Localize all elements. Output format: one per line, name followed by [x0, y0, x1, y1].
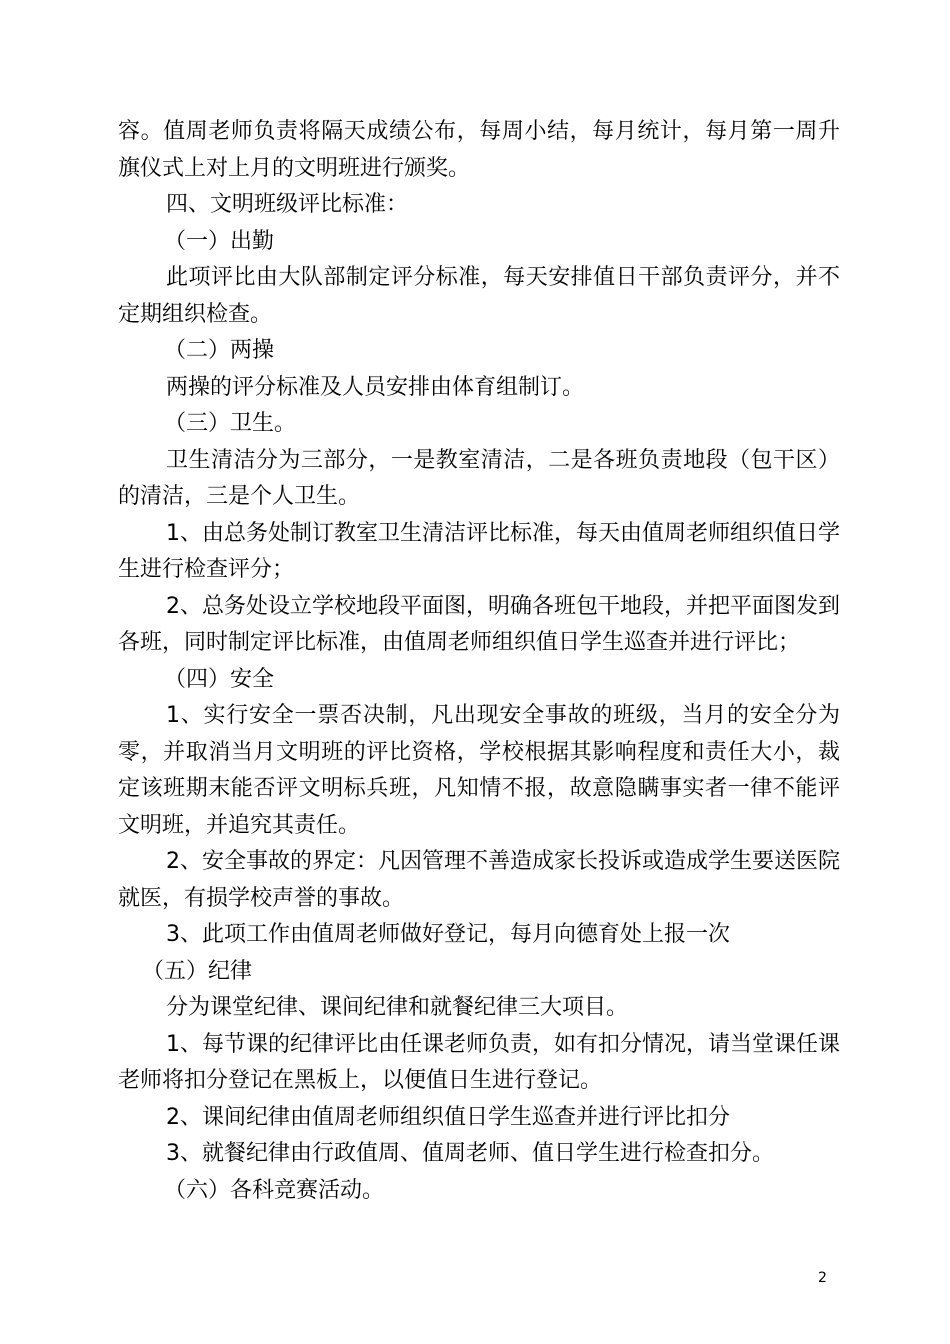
subsection-heading: （三）卫生。 — [164, 411, 297, 436]
list-item: 2、安全事故的界定：凡因管理不善造成家长投诉或造成学生要送医院就医，有损学校声誉的事故。 — [118, 849, 840, 911]
page-number: 2 — [818, 1270, 827, 1286]
list-item: 2、课间纪律由值周老师组织值日学生巡查并进行评比扣分 — [166, 1104, 730, 1130]
list-item: 1、由总务处制订教室卫生清洁评比标准，每天由值周老师组织值日学生进行检查评分； — [118, 520, 840, 582]
subsection-heading: （二）两操 — [164, 338, 275, 363]
body-text — [118, 114, 840, 1209]
section-heading: 四、文明班级评比标准： — [166, 192, 409, 217]
list-item: 1、实行安全一票否决制，凡出现安全事故的班级，当月的安全分为零，并取消当月文明班的评比资格，学校根据其影响程度和责任大小，裁定该班期末能否评文明标兵班，凡知情不报，故意隐瞒事实者一律不能评文明班，并追究其责任。 — [118, 703, 840, 838]
list-item: 2、总务处设立学校地段平面图，明确各班包干地段，并把平面图发到各班，同时制定评比标准，由值周老师组织值日学生巡查并进行评比； — [118, 593, 840, 655]
subsection-heading: （四）安全 — [164, 666, 275, 692]
paragraph: 卫生清洁分为三部分，一是教室清洁，二是各班负责地段（包干区）的清洁，三是个人卫生。 — [118, 447, 840, 509]
list-item: 1、每节课的纪律评比由任课老师负责，如有扣分情况，请当堂课任课老师将扣分登记在黑板上，以便值日生进行登记。 — [118, 1031, 840, 1093]
paragraph: 此项评比由大队部制定评分标准，每天安排值日干部负责评分，并不定期组织检查。 — [118, 265, 840, 327]
subsection-heading: （六）各科竞赛活动。 — [164, 1177, 385, 1203]
subsection-heading: （一）出勤 — [164, 228, 275, 254]
list-item: 3、就餐纪律由行政值周、值周老师、值日学生进行检查扣分。 — [166, 1141, 774, 1166]
paragraph: 分为课堂纪律、课间纪律和就餐纪律三大项目。 — [166, 995, 629, 1020]
paragraph: 两操的评分标准及人员安排由体育组制订。 — [166, 374, 585, 400]
list-item: 3、此项工作由值周老师做好登记，每月向德育处上报一次 — [166, 922, 730, 947]
subsection-heading: （五）纪律 — [142, 958, 253, 984]
paragraph: 容。值周老师负责将隔天成绩公布，每周小结，每月统计，每月第一周升旗仪式上对上月的文明班进行颁奖。 — [118, 119, 840, 181]
